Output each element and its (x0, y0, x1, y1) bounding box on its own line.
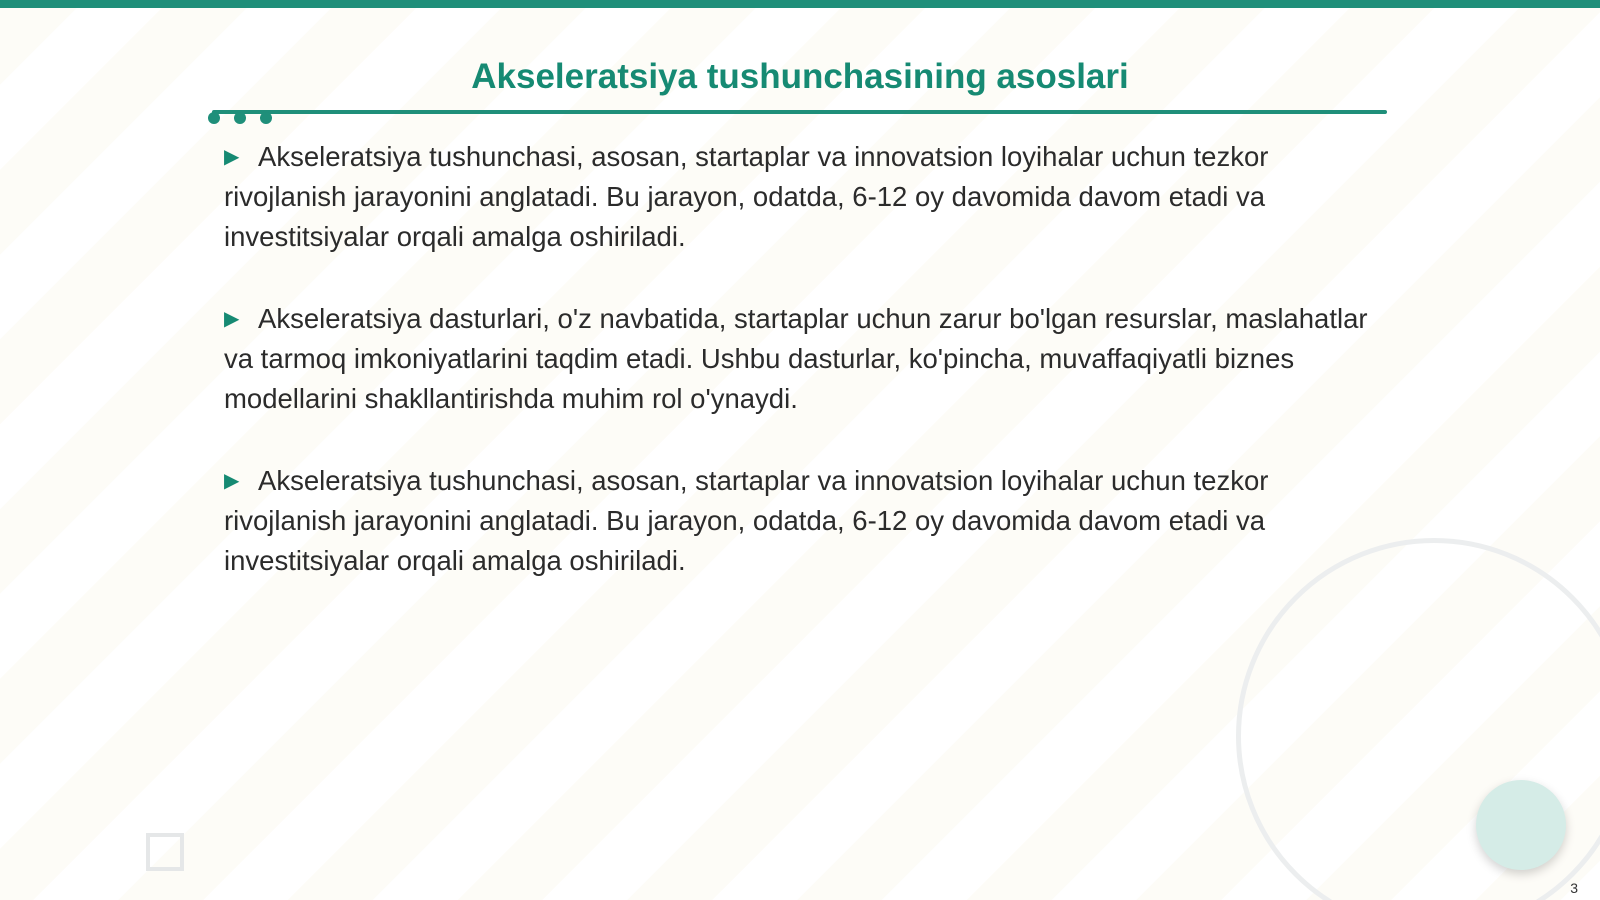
slide-title: Akseleratsiya tushunchasining asoslari (471, 57, 1129, 96)
triangle-bullet-icon: ▶ (224, 308, 240, 330)
underline-dot (208, 112, 220, 124)
bullet-list (224, 137, 1384, 623)
page-number: 3 (1570, 880, 1578, 896)
bullet-item (224, 137, 1384, 257)
triangle-bullet-icon: ▶ (224, 470, 240, 492)
underline-dot (260, 112, 272, 124)
decorative-circle (1476, 780, 1566, 870)
bullet-item (224, 299, 1384, 419)
title-underline (212, 110, 1387, 114)
bullet-text: Akseleratsiya dasturlari, o'z navbatida, startaplar uchun zarur bo'lgan resurslar, maslahatlar va tarmoq imkoniyatlarini taqdim etadi. Ushbu dasturlar, ko'pincha, muvaffaqiyatli biznes modellarini shakllantirishda muhim rol o'ynaydi. (224, 303, 1368, 414)
bullet-text: Akseleratsiya tushunchasi, asosan, startaplar va innovatsion loyihalar uchun tezkor rivojlanish jarayonini anglatadi. Bu jarayon, odatda, 6-12 oy davomida davom etadi va investitsiyalar orqali amalga oshiriladi. (224, 465, 1269, 576)
underline-dot (234, 112, 246, 124)
top-accent-bar (0, 0, 1600, 8)
triangle-bullet-icon: ▶ (224, 146, 240, 168)
bullet-item (224, 461, 1384, 581)
bullet-text: Akseleratsiya tushunchasi, asosan, startaplar va innovatsion loyihalar uchun tezkor rivojlanish jarayonini anglatadi. Bu jarayon, odatda, 6-12 oy davomida davom etadi va investitsiyalar orqali amalga oshiriladi. (224, 141, 1269, 252)
decorative-square (146, 833, 184, 871)
